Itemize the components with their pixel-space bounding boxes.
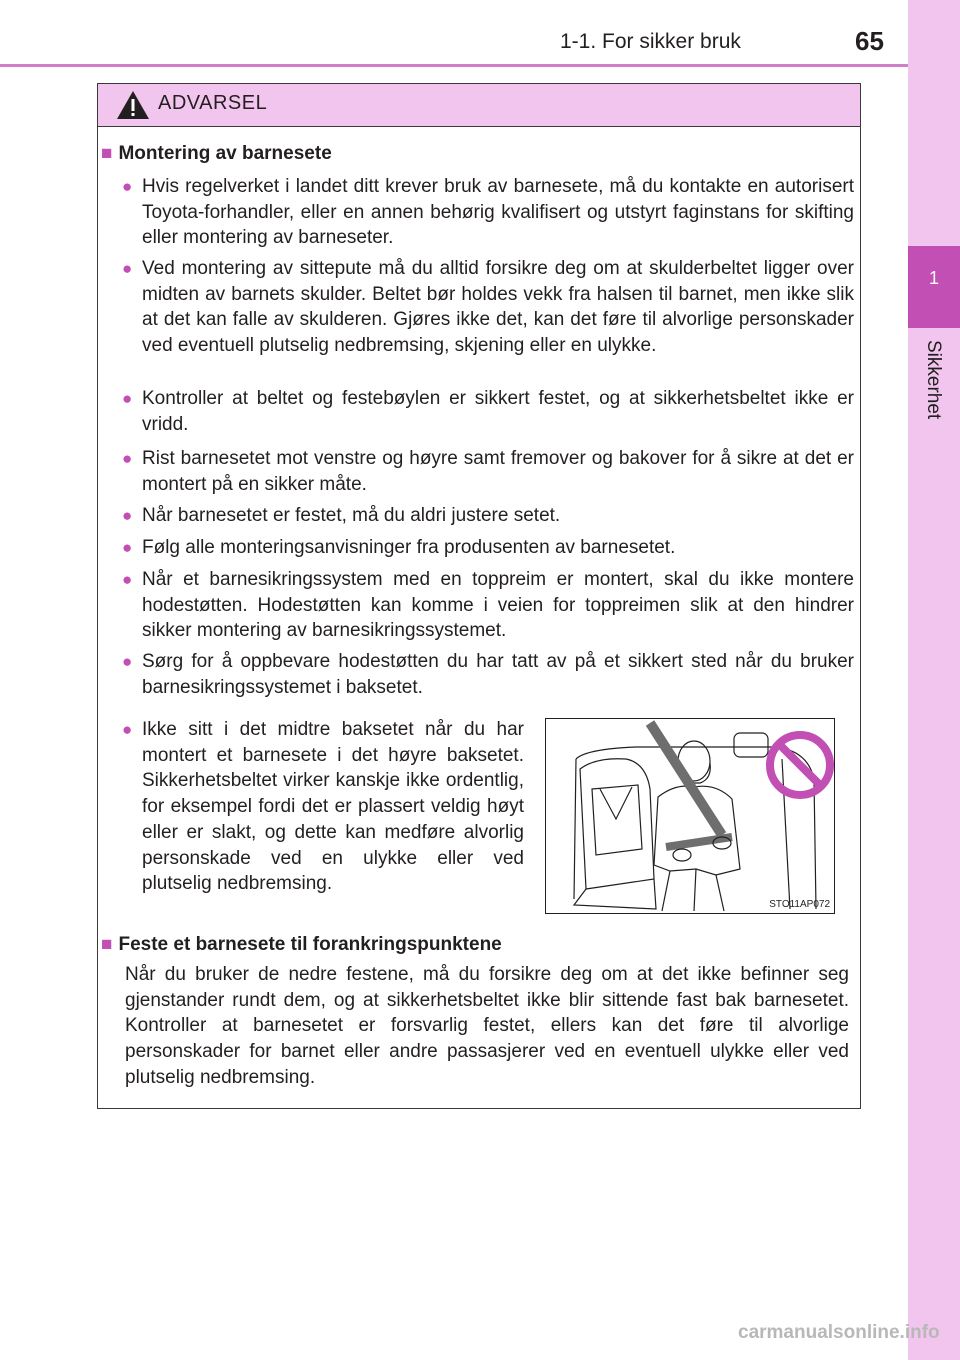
warning-box <box>97 83 861 1109</box>
page-number: 65 <box>855 26 884 56</box>
rear-seat-drawing <box>546 719 834 913</box>
circle-bullet-icon: ● <box>122 259 133 278</box>
warning-header <box>98 84 860 127</box>
section-heading-forankring: ■ Feste et barnesete til forankringspunktene <box>101 934 502 955</box>
circle-bullet-icon: ● <box>122 389 133 408</box>
circle-bullet-icon: ● <box>122 570 133 589</box>
section-heading-montering: ■ Montering av barnesete <box>101 143 332 164</box>
circle-bullet-icon: ● <box>122 506 133 525</box>
chapter-number: 1 <box>928 268 939 288</box>
warning-triangle-icon <box>116 90 150 120</box>
section-title: 1-1. For sikker bruk <box>560 30 741 53</box>
list-item: ● Når barnesetet er festet, må du aldri justere setet. <box>110 503 854 529</box>
circle-bullet-icon: ● <box>122 177 133 196</box>
watermark: carmanualsonline.info <box>738 1322 940 1343</box>
warning-title: ADVARSEL <box>158 92 268 114</box>
circle-bullet-icon: ● <box>122 449 133 468</box>
section-paragraph: Når du bruker de nedre festene, må du forsikre deg om at det ikke befinner seg gjenstander rundt dem, og at sikkerhetsbeltet ikke blir sittende fast bak barnesetet. Kontroller at barnesetet er forsvarlig festet, ellers kan det føre til alvorlige personskader for barnet eller andre passasjerer ved en eventuell ulykke eller ved plutselig nedbremsing. <box>125 964 849 1088</box>
square-bullet-icon: ■ <box>101 143 113 164</box>
list-item: ● Sørg for å oppbevare hodestøtten du har tatt av på et sikkert sted når du bruker barnesikringssystemet i baksetet. <box>122 651 854 698</box>
circle-bullet-icon: ● <box>122 652 133 671</box>
list-item: ● Ikke sitt i det midtre baksetet når du har montert et barnesete i det høyre baksetet. Sikkerhetsbeltet virker kanskje ikke ordentlig, for eksempel fordi det er plassert veldig høyt eller er slakt, og dette kan medføre alvorlig personskade ved en ulykke eller ved plutselig nedbremsing. <box>122 719 524 895</box>
child-seat-illustration <box>545 718 835 914</box>
prohibition-icon <box>770 735 830 795</box>
list-item: ● Ved montering av sittepute må du alltid forsikre deg om at skulderbeltet ligger over midten av barnets skulder. Beltet bør holdes vekk fra halsen til barnet, men ikke slik at det kan falle av skulderen. Gjøres ikke det, kan det føre til alvorlige personskader ved eventuell plutselig nedbremsing, skjening eller en ulykke. <box>122 258 854 357</box>
circle-bullet-icon: ● <box>122 538 133 557</box>
header-rule <box>0 64 908 67</box>
side-tab-strip <box>908 0 960 1360</box>
list-item: ● Følg alle monteringsanvisninger fra produsenten av barnesetet. <box>110 535 854 561</box>
list-item: ● Kontroller at beltet og festebøylen er sikkert festet, og at sikkerhetsbeltet ikke er vridd. <box>122 388 854 435</box>
chapter-label: Sikkerhet <box>923 340 944 420</box>
list-item: ● Rist barnesetet mot venstre og høyre samt fremover og bakover for å sikre at det er montert på en sikker måte. <box>122 448 854 495</box>
figure-code: STO11AP072 <box>769 899 830 910</box>
square-bullet-icon: ■ <box>101 934 113 955</box>
list-item: ● Hvis regelverket i landet ditt krever bruk av barnesete, må du kontakte en autorisert Toyota-forhandler, eller en annen behørig kvalifisert og utstyrt faginstans for skifting eller montering av barneseter. <box>122 176 854 249</box>
list-item: ● Når et barnesikringssystem med en toppreim er montert, skal du ikke montere hodestøtten. Hodestøtten kan komme i veien for toppreimen slik at den hindrer sikker montering av barnesikringssystemet. <box>122 569 854 642</box>
circle-bullet-icon: ● <box>122 720 133 739</box>
